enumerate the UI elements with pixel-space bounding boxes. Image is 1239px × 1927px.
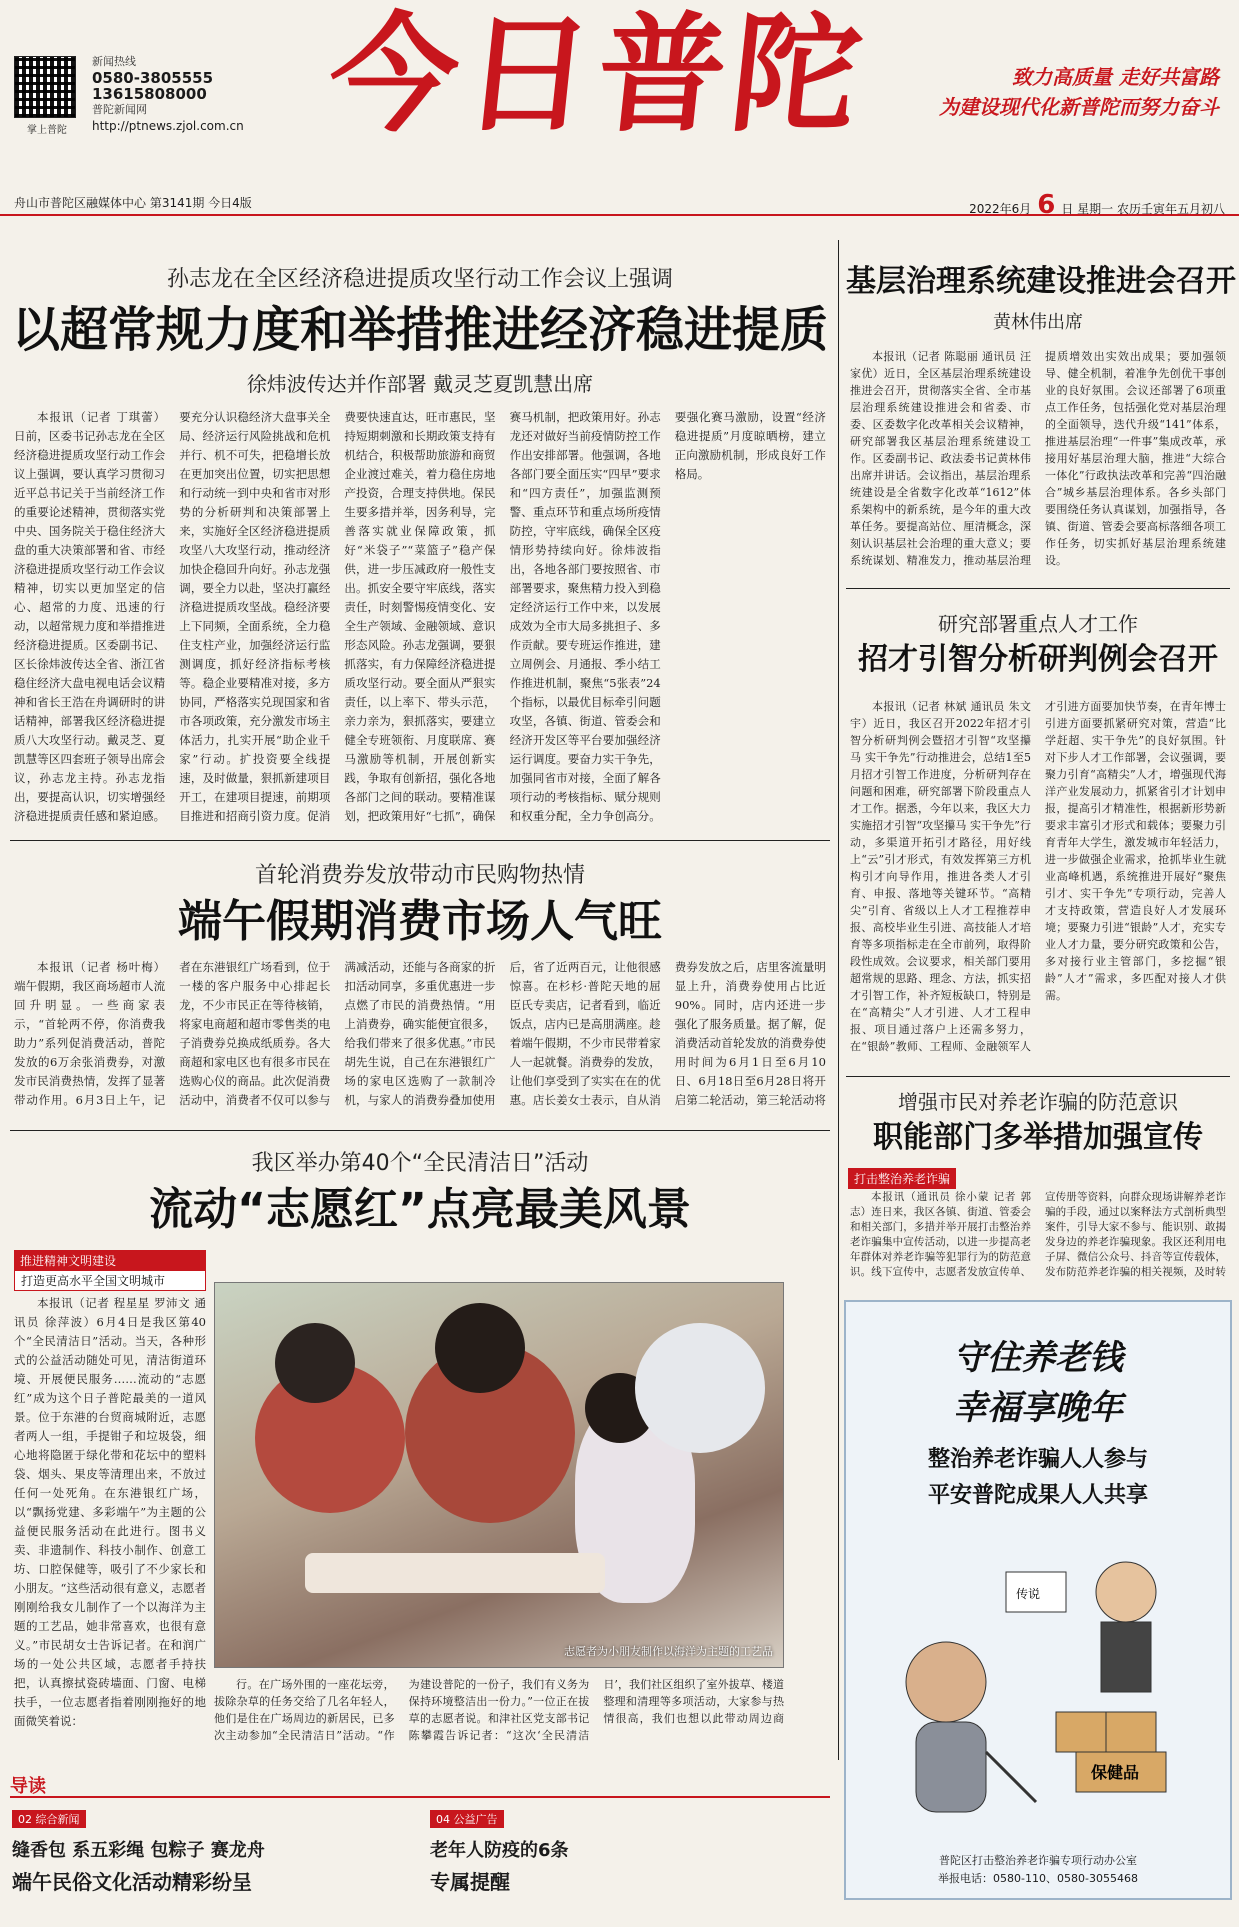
article4-text: 本报讯（通讯员 徐小蒙 记者 郭志）连日来，我区各镇、街道、管委会和相关部门，多措并举开展打击整治养老诈骗集中宣传活动，以进一步提高老年群体对养老诈骗等犯罪行为的防范意识。线下宣传中，志愿者发放宣传单、宣传册等资料，向群众现场讲解养老诈骗的手段，通过以案释法方式剖析典型案件，引导大家不参与、能识别、敢揭发身边的养老诈骗现象。我区还利用电子屏、微信公众号、抖音等宣传载体，发布防范养老诈骗的相关视频，及时转 — [850, 1191, 1226, 1278]
masthead — [0, 0, 1239, 150]
guide-item-2-line-2: 专属提醒 — [430, 1870, 510, 1894]
article2-subheadline: 黄林伟出席 — [993, 312, 1083, 333]
article3-text: 本报讯（记者 林斌 通讯员 朱文宇）近日，我区召开2022年招才引智分析研判例会暨招才引智“攻坚攥马 实干争先”行动推进会，总结1至5月招才引智工作进度，分析研判存在问题和困难，研究部署下阶段重点人才工作。据悉，今年以来，我区大力实施招才引智“攻坚攥马 实干争先”行动，多渠道开拓引才路径，用好线上“云”引才形式，有效发挥第三方机构引才向导作用，推进各类人才引育、申报、落地等关键环节。“高精尖”引育、省级以上人才工程推荐申报、高校毕业生引进、高技能人才培育等多项指标走在全市前列，取得阶段性成效。会议要求，相关部门要用超常规的思路、理念、方法，抓实招才引智工作，补齐短板缺口，特别是在“高精尖”人才引进、人才工程申报、项目通过落户上还需多努力，在“银龄”教师、工程师、金融领军人才引进方面要加快节奏，在青年博士引进方面要抓紧研究对策，营造“比学赶超、实干争先”的良好氛围。针对下步人才工作部署，会议强调，要聚力引育“高精尖”人才，增强现代海洋产业发展动力，抓紧省引才计划申报，提高引才精准性，根据新形势新要求丰富引才形式和载体；要聚力引育青年大学生，激发城市年轻活力，进一步做强企业需求，抢抓毕业生就业高峰机遇，系统推进开展好“聚焦引才、实干争先”专项行动，完善人才支持政策，营造良好人才发展环境；要聚力引进“银龄”人才，充实专业人才力量，要分研究政策和公告，多对接行业主管部门，多挖掘“银龄”人才”需求，多匹配对接人才供需。 — [850, 700, 1226, 1053]
photo-table — [305, 1553, 605, 1593]
article1-body — [14, 408, 826, 828]
article6-text-bottom: 行。在广场外围的一座花坛旁，拔除杂草的任务交给了几名年轻人，他们是住在广场周边的新居民，已多次主动参加“全民清洁日”活动。“作为建设普陀的一份子，我们有义务为保持环境整洁出一份力。”一位正在拔草的志愿者说。和津社区党支部书记陈攀霞告诉记者：“这次‘全民清洁日’，我们社区组织了室外拔草、楼道整理和清理等多项活动，大家参与热情很高，我们也想以此带动周边商 — [214, 1678, 784, 1742]
article6-text-left: 本报讯（记者 程星星 罗沛文 通讯员 徐萍波）6月4日是我区第40个“全民清洁日”活动。当天，各种形式的公益活动随处可见，清洁街道环境、开展便民服务……流动的“志愿红”成为这个日子普陀最美的一道风景。位于东港的台贸商城附近，志愿者两人一组，手提钳子和垃圾袋，细心地将隐匿于绿化带和花坛中的塑料袋、烟头、果皮等清理出来，不放过任何一处死角。在东港银红广场，以“飘扬党建、多彩端午”为主题的公益便民服务活动在此进行。图书义卖、非遗制作、科技小制作、创意工坊、口腔保健等，吸引了不少家长和小朋友。“这些活动很有意义，志愿者刚刚给我女儿制作了一个以海洋为主题的工艺品，她非常喜欢，也很有意义。”市民胡女士告诉记者。在和润广场的一处公共区域，志愿者手持扶把，认真擦拭瓷砖墙面、门窗、电梯扶手，一位志愿者指着刚刚拖好的地面微笑着说： — [14, 1296, 206, 1728]
volunteer-photo[interactable] — [214, 1282, 784, 1668]
ad-line-2: 幸福享晚年 — [953, 1388, 1123, 1428]
article6-body-bottom — [214, 1676, 784, 1760]
hotline-phone-1: 0580-3805555 — [92, 69, 214, 87]
section-divider — [846, 588, 1230, 589]
article6-body-left — [14, 1294, 206, 1760]
issue-bar — [0, 190, 1239, 220]
guide-item-2-section: 04 公益广告 — [430, 1810, 504, 1828]
elder-head-icon — [906, 1642, 986, 1722]
slogan-line-2: 为建设现代化新普陀而努力奋斗 — [939, 95, 1219, 119]
date-day: 6 — [1037, 190, 1056, 220]
article3-headline[interactable]: 招才引智分析研判例会召开 — [858, 642, 1218, 677]
article5-text: 本报讯（记者 杨叶梅）端午假期，我区商场超市人流回升明显。一些商家表示，“首轮两不停，你消费我助力”系列促消费活动，普陀发放的6万余张消费券，对激发市民消费热情，发挥了显著带动作用。6月3日上午，记者在东港银红广场看到，位于一楼的客户服务中心排起长龙，不少市民正在等待核销，将家电商超和超市零售类的电子消费券兑换成纸质券。各大商超和家电区也有很多市民在选购心仪的商品。此次促消费活动中，消费者不仅可以参与满减活动，还能与各商家的折扣活动同享，多重优惠进一步点燃了市民的消费热情。“用上消费券，确实能便宜很多，给我们带来了很多优惠。”市民胡先生说，自己在东港银红广场的家电区选购了一款制冷机，与家人的消费券叠加使用后，省了近两百元，让他很感惊喜。在杉杉·普陀天地的屈臣氏专卖店，记者看到，临近饭点，店内已是高朋满座。趁着端午假期，不少市民带着家人一起就餐。消费券的发放，让他们享受到了实实在在的优惠。店长姜女士表示，自从消费券发放之后，店里客流量明显上升，消费券使用占比近90%。同时，店内还进一步强化了服务质量。据了解，促消费活动首轮发放的消费券使用时间为6月1日至6月10日、6月18日至6月28日将开启第二轮活动，第三轮活动将 — [14, 960, 826, 1107]
article2-headline[interactable]: 基层治理系统建设推进会召开 — [846, 264, 1236, 299]
slogan — [939, 62, 1219, 122]
article6-tag-2: 打造更高水平全国文明城市 — [14, 1270, 206, 1291]
article1-text: 本报讯（记者 丁琪蕾）日前，区委书记孙志龙在全区经济稳进提质攻坚行动工作会议上强调，要认真学习贯彻习近平总书记关于当前经济工作的重要论述精神，贯彻落实党中央、国务院关于稳住经济大盘的重大决策部署和省、市经济稳进提质攻坚行动工作会议精神，切实以更加坚定的信心、超常的力度、迅速的行动，以超常规力度和举措推进经济稳进提质。区委副书记、区长徐炜波传达全省、浙江省稳住经济大盘电视电话会议精神和省长王浩在舟调研时的讲话精神，部署我区经济稳进提质八大攻坚行动。戴灵芝、夏凯慧等区四套班子领导出席会议，孙志龙主持。孙志龙指出，要提高认识，切实增强经济稳进提质责任感和紧迫感。要充分认识稳经济大盘事关全局、经济运行风险挑战和危机并行、机不可失，把稳增长放在更加突出位置，切实把思想和行动统一到中央和省市对形势的分析研判和决策部署上来，实施好全区经济稳进提质攻坚八大攻坚行动，推动经济加快企稳回升向好。孙志龙强调，要全力以赴，坚决打赢经济稳进提质攻坚战。稳经济要上下同频，全面系统，全力稳住支柱产业，加强经济运行监测调度，抓好经济指标考核等。稳企业要精准对接，多方协同，严格落实兑现国家和省市各项政策，充分激发市场主体活力，扎实开展“助企业千家”行动。扩投资要全线提速，及时做量，狠抓新建项目开工，在建项目提速，前期项目推进和招商引资力度。促消费要快速直达，旺市惠民，坚持短期刺激和长期政策支持有机结合，积极帮助旅游和商贸企业渡过难关，着力稳住房地产投资，合理支持供地。保民生要多措并举，因务利导，完善落实就业保障政策，抓好“米袋子”“菜篮子”稳产保供，进一步压减政府一般性支出。抓安全要守牢底线，落实责任，时刻警惕疫情变化、安全生产领域、金融领域、意识形态风险。孙志龙强调，要狠抓落实，有力保障经济稳进提质攻坚行动。要全面从严狠实责任，以上率下、带头示范，亲力亲为，狠抓落实，要建立健全专班领衔、月度联席、赛马激励等机制，开展创新实践，争取有创新招，强化各地各部门之间的联动。要精准谋划，把政策用好“七抓”，确保赛马机制，把政策用好。孙志龙还对做好当前疫情防控工作作出安排部署。他强调，各地各部门要全面压实“四早”要求和“四方责任”，加强监测预警、重点环节和重点场所疫情防控，守牢底线，确保全区疫情形势持续向好。徐炜波指出，各地各部门要按照省、市部署要求，聚焦精力投入到稳定经济运行工作中来，以发展成效为全市大局多挑担子、多作贡献。要专班运作推进，建立周例会、月通报、季小结工作推进机制，聚焦“5张表”24个指标，以最优目标牵引问题攻坚，各镇、街道、管委会和经济开发区等平台要加强经济运行调度。要奋力实干争先，加强同省市对接，全面了解各项行动的考核指标、赋分规则和权重分配，全力争创高分。要强化赛马激励，设置“经济稳进提质”月度晾晒榜，建立正向激励机制，形成良好工作格局。 — [14, 410, 826, 823]
photo-figure — [635, 1323, 765, 1453]
article1-subheadline: 徐炜波传达并作部署 戴灵芝夏凯慧出席 — [246, 372, 594, 396]
scammer-body-icon — [1101, 1622, 1151, 1692]
website-url[interactable]: http://ptnews.zjol.com.cn — [92, 119, 244, 133]
article6-tag-1: 推进精神文明建设 — [14, 1250, 206, 1271]
article6-headline[interactable]: 流动“志愿红”点亮最美风景 — [149, 1184, 691, 1235]
publisher-info: 舟山市普陀区融媒体中心 第3141期 今日4版 — [14, 196, 252, 210]
guide-rule — [10, 1796, 830, 1798]
guide-item-1-line-1: 缝香包 系五彩绳 包粽子 赛龙舟 — [12, 1840, 265, 1861]
website-label: 普陀新闻网 — [92, 103, 147, 116]
article3-body — [850, 698, 1226, 1062]
article6-kicker: 我区举办第40个“全民清洁日”活动 — [251, 1151, 589, 1176]
date-suffix: 日 星期一 农历壬寅年五月初八 — [1061, 202, 1225, 216]
ad-line-1: 守住养老钱 — [953, 1338, 1123, 1378]
box-icon — [1056, 1712, 1106, 1752]
date-prefix: 2022年6月 — [969, 202, 1032, 216]
issue-date — [969, 190, 1225, 220]
guide-item-1[interactable] — [12, 1808, 265, 1895]
article1-headline[interactable]: 以超常规力度和举措推进经济稳进提质 — [11, 302, 828, 358]
column-divider — [838, 240, 839, 1760]
guide-item-1-section: 02 综合新闻 — [12, 1810, 86, 1828]
guide-item-2-line-1: 老年人防疫的6条 — [430, 1840, 569, 1861]
ad-line-3: 整治养老诈骗人人参与 — [927, 1447, 1148, 1472]
article4-tag: 打击整治养老诈骗 — [848, 1168, 956, 1189]
scammer-head-icon — [1096, 1562, 1156, 1622]
section-divider — [10, 1130, 830, 1131]
article2-body — [850, 348, 1226, 576]
article1-kicker: 孙志龙在全区经济稳进提质攻坚行动工作会议上强调 — [166, 267, 673, 292]
hotline-phone-2: 13615808000 — [92, 85, 207, 103]
guide-item-1-line-2: 端午民俗文化活动精彩纷呈 — [12, 1870, 252, 1894]
box-icon — [1106, 1712, 1156, 1752]
bag-label: 传说 — [1016, 1587, 1041, 1601]
ad-footer-phone: 举报电话：0580-110、0580-3055468 — [938, 1872, 1138, 1885]
guide-label: 导读 — [10, 1776, 46, 1797]
article4-body — [850, 1190, 1226, 1290]
qr-code[interactable] — [14, 56, 76, 118]
article5-body — [14, 958, 826, 1120]
ad-line-4: 平安普陀成果人人共享 — [927, 1483, 1148, 1508]
slogan-line-1: 致力高质量 走好共富路 — [1012, 65, 1219, 89]
photo-figure — [435, 1303, 525, 1393]
photo-caption: 志愿者为小朋友制作以海洋为主题的工艺品 — [564, 1645, 773, 1658]
article2-text: 本报讯（记者 陈聪丽 通讯员 汪家优）近日，全区基层治理系统建设推进会召开，贯彻落实全省、全市基层治理系统建设推进会和省委、市委、区委数字化改革相关会议精神，研究部署我区基层治理系统建设工作。区委副书记、政法委书记黄林伟出席并讲话。会议指出，基层治理系统建设是全省数字化改革“1612”体系架构中的新系统，是今年的重大改革任务。要提高站位、厘清概念，深刻认识基层社会治理的重大意义；要系统谋划、精准发力，推动基层治理提质增效出实效出成果；要加强领导、健全机制，着准争先创优干事创业的良好氛围。会议还部署了6项重点工作任务，包括强化党对基层治理的全面领导，迭代升级“141”体系，推进基层治理“一件事”集成改革，承接用好基层治理大脑，推进“大综合一体化”行政执法改革和完善“四治融合”城乡基层治理体系。各乡头部门要围绕任务认真谋划，加强指导，各镇、街道、管委会要高标落细各项工作任务，切实抓好基层治理系统建设。 — [850, 350, 1226, 567]
section-divider — [10, 840, 830, 841]
photo-figure — [275, 1323, 355, 1403]
newspaper-logo: 今日普陀 — [322, 0, 874, 150]
hotline-label: 新闻热线 — [92, 55, 136, 68]
article3-kicker: 研究部署重点人才工作 — [938, 612, 1138, 636]
section-divider — [846, 1076, 1230, 1077]
contact-block — [92, 54, 244, 134]
guide-section — [0, 1768, 1239, 1927]
ad-footer-org: 普陀区打击整治养老诈骗专项行动办公室 — [939, 1854, 1137, 1867]
guide-item-2[interactable] — [430, 1808, 569, 1895]
article4-kicker: 增强市民对养老诈骗的防范意识 — [898, 1090, 1178, 1114]
article5-kicker: 首轮消费券发放带动市民购物热情 — [254, 863, 585, 888]
box-label: 保健品 — [1091, 1763, 1140, 1782]
article4-headline[interactable]: 职能部门多举措加强宣传 — [873, 1120, 1203, 1155]
qr-caption: 掌上普陀 — [27, 125, 67, 136]
article5-headline[interactable]: 端午假期消费市场人气旺 — [178, 896, 662, 947]
